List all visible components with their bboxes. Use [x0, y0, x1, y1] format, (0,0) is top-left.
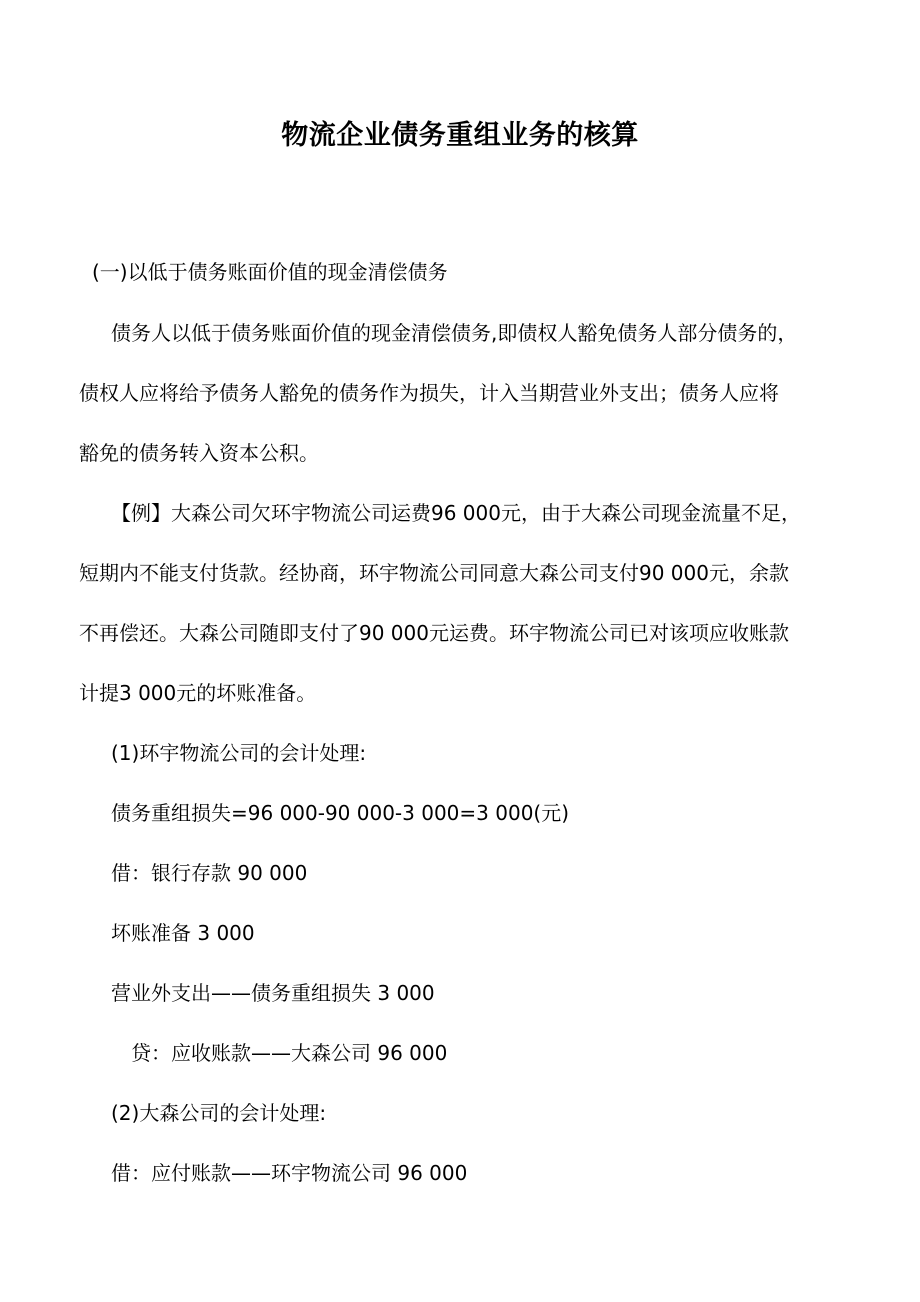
part1-calculation: 债务重组损失=96 000-90 000-3 000=3 000(元) — [111, 801, 570, 825]
part1-heading: (1)环宇物流公司的会计处理: — [111, 741, 367, 765]
page-title: 物流企业债务重组业务的核算 — [281, 120, 639, 151]
entry-debit-nonoperating-expense: 营业外支出——债务重组损失 3 000 — [111, 981, 435, 1005]
entry-debit-bank-deposit: 借：银行存款 90 000 — [111, 861, 308, 885]
example-paragraph-line-2: 短期内不能支付货款。经协商，环宇物流公司同意大森公司支付90 000元，余款 — [79, 561, 789, 585]
intro-paragraph-line-3: 豁免的债务转入资本公积。 — [79, 441, 319, 465]
example-paragraph-line-1: 【例】大森公司欠环宇物流公司运费96 000元，由于大森公司现金流量不足， — [111, 501, 801, 525]
intro-paragraph-line-1: 债务人以低于债务账面价值的现金清偿债务,即债权人豁免债务人部分债务的， — [111, 321, 798, 345]
section-heading: (一)以低于债务账面价值的现金清偿债务 — [92, 260, 448, 284]
intro-paragraph-line-2: 债权人应将给予债务人豁免的债务作为损失，计入当期营业外支出；债务人应将 — [79, 381, 779, 405]
example-paragraph-line-4: 计提3 000元的坏账准备。 — [79, 681, 317, 705]
part2-heading: (2)大森公司的会计处理: — [111, 1101, 327, 1125]
example-paragraph-line-3: 不再偿还。大森公司随即支付了90 000元运费。环宇物流公司已对该项应收账款 — [79, 621, 789, 645]
entry-debit-bad-debt-reserve: 坏账准备 3 000 — [111, 921, 255, 945]
entry-credit-accounts-receivable: 贷：应收账款——大森公司 96 000 — [131, 1041, 448, 1065]
entry-debit-accounts-payable: 借：应付账款——环宇物流公司 96 000 — [111, 1161, 468, 1185]
